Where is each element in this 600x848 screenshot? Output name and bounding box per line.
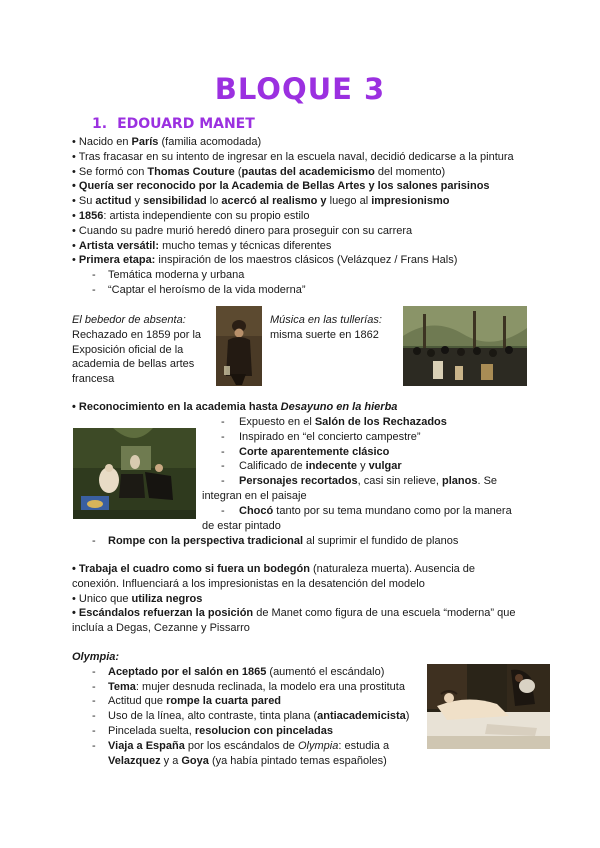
bullet-primera-etapa: • Primera etapa: inspiración de los maestros clásicos (Velázquez / Frans Hals) — [72, 254, 458, 267]
more-bullets — [72, 562, 542, 636]
olympia-aceptado: - Aceptado por el salón en 1865 (aumentó el escándalo) — [72, 665, 432, 680]
tuileries-title: Música en las tullerías: — [270, 314, 382, 326]
point-salon: - Expuesto en el Salón de los Rechazados — [202, 415, 537, 430]
bullet-naval: • Tras fracasar en su intento de ingresar en la escuela naval, decidió dedicarse a la pintura — [72, 150, 514, 163]
bullet-couture: • Se formó con Thomas Couture (pautas del academicismo del momento) — [72, 165, 446, 178]
bullet-paris: • Nacido en París (familia acomodada) — [72, 136, 262, 148]
absinthe-line: Exposición oficial de la — [72, 343, 184, 356]
absinthe-drinker-painting — [216, 306, 262, 386]
bullet-bodegon: • Trabaja el cuadro como si fuera un bodegón (naturaleza muerta). Ausencia de — [72, 563, 476, 575]
desayuno-heading: • Reconocimiento en la academia hasta Desayuno en la hierba — [72, 401, 398, 413]
section-number: 1. — [92, 116, 108, 132]
bullet-escandalos-cont: incluía a Degas, Cezanne y Pissarro — [72, 622, 250, 635]
olympia-actitud: - Actitud que rompe la cuarta pared — [72, 694, 432, 709]
olympia-painting — [427, 664, 550, 749]
bullet-escandalos: • Escándalos refuerzan la posición de Manet como figura de una escuela “moderna” que — [72, 607, 516, 620]
bullet-1856: • 1856: artista independiente con su propio estilo — [72, 209, 310, 222]
absinthe-line: Rechazado en 1859 por la — [72, 328, 202, 341]
olympia-linea: - Uso de la línea, alto contraste, tinta plana (antiacademicista) — [72, 709, 432, 724]
point-personajes: - Personajes recortados, casi sin relieve, planos. Se — [202, 474, 537, 489]
tuileries-text: misma suerte en 1862 — [270, 328, 379, 341]
desayuno-section — [72, 400, 542, 415]
desayuno-points — [202, 415, 537, 533]
point-inspirado: - Inspirado en “el concierto campestre” — [202, 430, 537, 445]
absinthe-caption — [72, 313, 212, 387]
dejeuner-painting — [73, 428, 196, 519]
bullet-negros: • Unico que utiliza negros — [72, 592, 203, 605]
point-personajes-cont: integran en el paisaje — [202, 489, 307, 502]
absinthe-line: francesa — [72, 373, 115, 386]
tuileries-caption — [270, 313, 400, 343]
point-corte: - Corte aparentemente clásico — [202, 445, 537, 460]
bullet-herencia: • Cuando su padre murió heredó dinero para proseguir con su carrera — [72, 224, 413, 237]
point-choco: - Chocó tanto por su tema mundano como por la manera — [202, 504, 537, 519]
sub-heroismo: - “Captar el heroísmo de la vida moderna” — [72, 283, 542, 298]
absinthe-title: El bebedor de absenta: — [72, 314, 186, 326]
page-title: BLOQUE 3 — [214, 72, 386, 106]
bullet-actitud: • Su actitud y sensibilidad lo acercó al realismo y luego al impresionismo — [72, 195, 450, 208]
olympia-espana-cont: Velazquez y a Goya (ya había pintado temas españoles) — [108, 754, 387, 767]
olympia-title: Olympia: — [72, 651, 120, 663]
bullet-academia: • Quería ser reconocido por la Academia de Bellas Artes y los salones parisinos — [72, 180, 490, 193]
olympia-pincelada: - Pincelada suelta, resolucion con pinceladas — [72, 724, 432, 739]
point-calificado: - Calificado de indecente y vulgar — [202, 459, 537, 474]
olympia-section — [72, 650, 432, 768]
olympia-tema: - Tema: mujer desnuda reclinada, la modelo era una prostituta — [72, 680, 432, 695]
point-choco-cont: de estar pintado — [202, 519, 281, 532]
bullet-bodegon-cont: conexión. Influenciará a los impresionistas en la desatención del modelo — [72, 577, 425, 590]
section-name: EDOUARD MANET — [117, 116, 255, 132]
sub-tematica: - Temática moderna y urbana — [72, 268, 542, 283]
olympia-espana: - Viaja a España por los escándalos de Olympia: estudia a — [72, 739, 432, 754]
bullet-versatil: • Artista versátil: mucho temas y técnicas diferentes — [72, 239, 332, 252]
intro-bullets — [72, 135, 542, 298]
absinthe-line: academia de bellas artes — [72, 358, 195, 371]
tuileries-painting — [403, 306, 527, 386]
perspectiva-point: - Rompe con la perspectiva tradicional al suprimir el fundido de planos — [72, 534, 542, 549]
section-heading — [92, 116, 255, 132]
